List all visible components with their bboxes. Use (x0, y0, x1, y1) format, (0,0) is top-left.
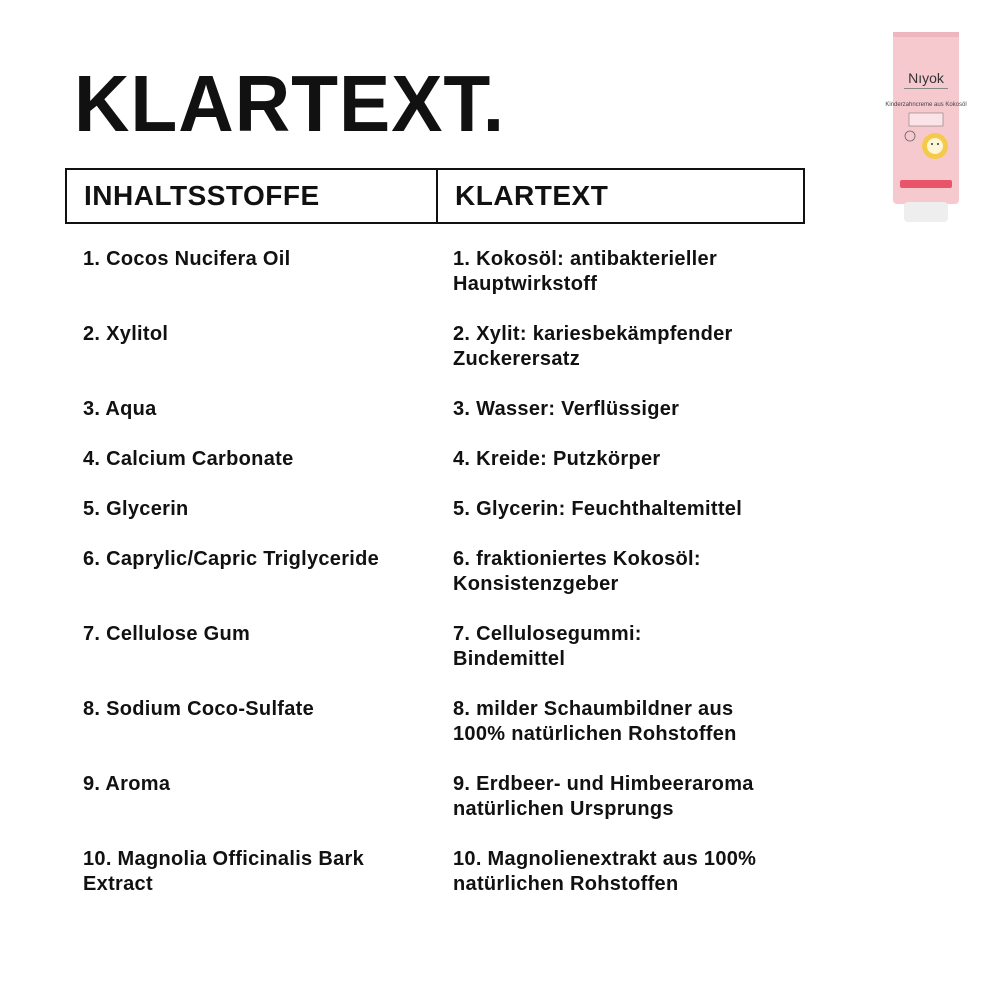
explanation-cell: 7. Cellulosegummi: Bindemittel (453, 623, 642, 670)
explanation-cell: 5. Glycerin: Feuchthaltemittel (453, 498, 743, 520)
header-klartext: KLARTEXT (455, 180, 609, 211)
header-ingredients: INHALTSSTOFFE (67, 170, 438, 222)
explanation-cell: 3. Wasser: Verflüssiger (453, 398, 680, 420)
ingredient-cell: 6. Caprylic/Capric Triglyceride (83, 548, 380, 570)
tube-cap (904, 202, 948, 222)
explanation-cell: 10. Magnolienextrakt aus 100% natürlichen Rohstoffen (453, 848, 757, 895)
explanation-cell: 1. Kokosöl: antibakterieller Hauptwirkstoff (453, 248, 718, 295)
brand-logo: Nıyok (908, 70, 944, 86)
ingredient-cell: 10. Magnolia Officinalis Bark Extract (83, 848, 365, 895)
toothpaste-tube-image (885, 32, 967, 222)
page-title: KLARTEXT. (74, 59, 506, 148)
ingredient-cell: 9. Aroma (83, 773, 171, 795)
explanation-cell: 6. fraktioniertes Kokosöl: Konsistenzgeber (453, 548, 701, 595)
ingredient-cell: 3. Aqua (83, 398, 157, 420)
explanation-cell: 9. Erdbeer- und Himbeeraroma natürlichen Ursprungs (453, 773, 754, 820)
ingredient-cell: 7. Cellulose Gum (83, 623, 251, 645)
explanation-cell: 8. milder Schaumbildner aus 100% natürlichen Rohstoffen (453, 698, 737, 745)
ingredient-cell: 5. Glycerin (83, 498, 189, 520)
ingredient-cell: 4. Calcium Carbonate (83, 448, 294, 470)
explanation-cell: 2. Xylit: kariesbekämpfender Zuckerersatz (453, 323, 733, 370)
ingredient-cell: 1. Cocos Nucifera Oil (83, 248, 291, 270)
flavor-stripe (900, 180, 952, 188)
ingredient-cell: 2. Xylitol (83, 323, 169, 345)
product-name: Kinderzahncreme aus Kokosöl (885, 102, 967, 108)
explanation-cell: 4. Kreide: Putzkörper (453, 448, 661, 470)
ingredient-cell: 8. Sodium Coco-Sulfate (83, 698, 315, 720)
